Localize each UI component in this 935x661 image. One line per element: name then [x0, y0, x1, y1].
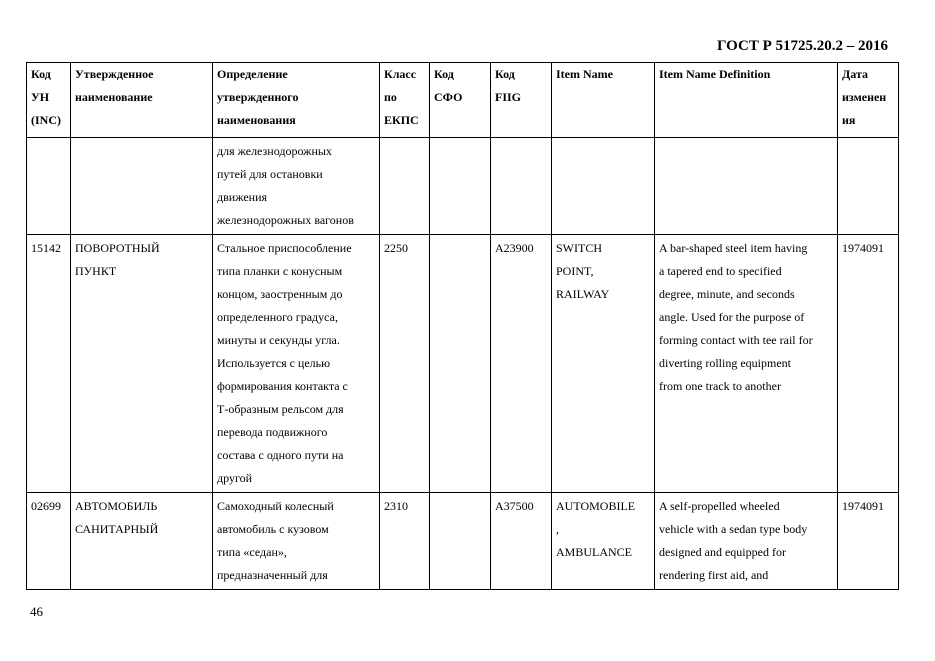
- cell-text-line: AUTOMOBILE: [556, 499, 636, 513]
- cell-text-line: 1974091: [842, 241, 884, 255]
- cell-approved-name: [71, 138, 213, 235]
- cell-change-date: [838, 493, 899, 590]
- cell-sfo-code: [430, 235, 491, 493]
- cell-text-line: железнодорожных вагонов: [217, 213, 354, 227]
- cell-text-line: a tapered end to specified: [659, 264, 782, 278]
- cell-text-line: 02699: [31, 499, 61, 513]
- cell-sfo-code: [430, 493, 491, 590]
- page-number: 46: [30, 604, 43, 619]
- cell-text-line: rendering first aid, and: [659, 568, 769, 582]
- cell-definition: [213, 493, 380, 590]
- cell-text-line: diverting rolling equipment: [659, 356, 791, 370]
- cell-text-line: 2310: [384, 499, 408, 513]
- table-row: [27, 138, 899, 235]
- cell-text-line: типа «седан»,: [217, 545, 287, 559]
- cell-text-line: концом, заостренным до: [217, 287, 343, 301]
- cell-approved-name: [71, 235, 213, 493]
- cell-text-line: минуты и секунды угла.: [217, 333, 340, 347]
- cell-text-line: состава с одного пути на: [217, 448, 344, 462]
- cell-text-line: A bar-shaped steel item having: [659, 241, 808, 255]
- cell-text-line: 2250: [384, 241, 408, 255]
- cell-text-line: для железнодорожных: [217, 144, 332, 158]
- cell-text-line: RAILWAY: [556, 287, 610, 301]
- cell-text-line: ,: [556, 522, 559, 536]
- cell-inc-code: [27, 235, 71, 493]
- cell-text-line: формирования контакта с: [217, 379, 348, 393]
- header-ekps-class: Класс по ЕКПС: [380, 63, 430, 138]
- cell-text-line: forming contact with tee rail for: [659, 333, 813, 347]
- header-sfo-code: Код СФО: [430, 63, 491, 138]
- cell-text-line: АВТОМОБИЛЬ: [75, 499, 158, 513]
- document-code: ГОСТ Р 51725.20.2 – 2016: [716, 38, 888, 54]
- cell-text-line: SWITCH: [556, 241, 602, 255]
- cell-item-name-definition: [655, 493, 838, 590]
- cell-text-line: degree, minute, and seconds: [659, 287, 795, 301]
- header-definition: Определение утвержденного наименования: [213, 63, 380, 138]
- cell-text-line: путей для остановки: [217, 167, 323, 181]
- cell-fiig-code: [491, 138, 552, 235]
- cell-text-line: from one track to another: [659, 379, 781, 393]
- header-fiig-code: Код FIIG: [491, 63, 552, 138]
- cell-text-line: Стальное приспособление: [217, 241, 352, 255]
- cell-inc-code: [27, 493, 71, 590]
- header-approved-name: Утвержденное наименование: [71, 63, 213, 138]
- cell-text-line: angle. Used for the purpose of: [659, 310, 805, 324]
- cell-text-line: 15142: [31, 241, 61, 255]
- cell-text-line: другой: [217, 471, 252, 485]
- table-header-row: [27, 63, 899, 138]
- cell-text-line: AMBULANCE: [556, 545, 633, 559]
- cell-text-line: A23900: [495, 241, 534, 255]
- cell-text-line: автомобиль с кузовом: [217, 522, 329, 536]
- header-item-name: Item Name: [552, 63, 655, 138]
- table-row: [27, 493, 899, 590]
- cell-ekps-class: [380, 138, 430, 235]
- cell-text-line: определенного градуса,: [217, 310, 338, 324]
- cell-text-line: предназначенный для: [217, 568, 328, 582]
- cell-text-line: designed and equipped for: [659, 545, 786, 559]
- table-row: [27, 235, 899, 493]
- cell-text-line: перевода подвижного: [217, 425, 328, 439]
- cell-approved-name: [71, 493, 213, 590]
- cell-text-line: ПОВОРОТНЫЙ: [75, 241, 160, 255]
- cell-inc-code: [27, 138, 71, 235]
- cell-item-name-definition: [655, 235, 838, 493]
- cell-definition: [213, 235, 380, 493]
- header-change-date: Дата изменен ия: [838, 63, 899, 138]
- cell-item-name: [552, 493, 655, 590]
- cell-text-line: 1974091: [842, 499, 884, 513]
- cell-change-date: [838, 138, 899, 235]
- cell-text-line: A self-propelled wheeled: [659, 499, 780, 513]
- cell-change-date: [838, 235, 899, 493]
- cell-text-line: движения: [217, 190, 268, 204]
- cell-text-line: vehicle with a sedan type body: [659, 522, 808, 536]
- cell-fiig-code: [491, 235, 552, 493]
- cell-text-line: Т-образным рельсом для: [217, 402, 344, 416]
- cell-fiig-code: [491, 493, 552, 590]
- cell-ekps-class: [380, 235, 430, 493]
- data-table: [26, 62, 899, 590]
- header-item-name-definition: Item Name Definition: [655, 63, 838, 138]
- cell-text-line: A37500: [495, 499, 534, 513]
- cell-text-line: САНИТАРНЫЙ: [75, 522, 159, 536]
- cell-item-name: [552, 138, 655, 235]
- cell-item-name-definition: [655, 138, 838, 235]
- cell-text-line: Используется с целью: [217, 356, 331, 370]
- cell-text-line: ПУНКТ: [75, 264, 117, 278]
- cell-definition: [213, 138, 380, 235]
- cell-text-line: Самоходный колесный: [217, 499, 334, 513]
- cell-ekps-class: [380, 493, 430, 590]
- cell-text-line: типа планки с конусным: [217, 264, 343, 278]
- cell-item-name: [552, 235, 655, 493]
- cell-text-line: POINT,: [556, 264, 594, 278]
- cell-sfo-code: [430, 138, 491, 235]
- header-inc-code: Код УН (INC): [27, 63, 71, 138]
